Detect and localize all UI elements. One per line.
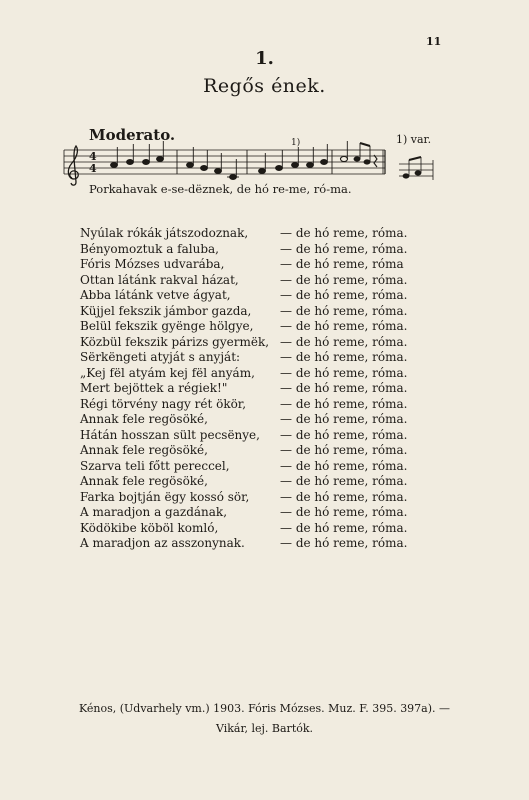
verse-text: Annak fele regösöké, (80, 443, 208, 457)
tempo-marking: Moderato. (89, 126, 176, 144)
verse-text: Annak fele regösöké, (80, 474, 208, 488)
verse-refrain: — de hó reme, róma. (280, 489, 408, 504)
verse-text: Belül fekszik gyënge hölgye, (80, 319, 254, 333)
song-title: Regős ének. (203, 75, 326, 97)
verse-text: Abba látánk vetve ágyat, (80, 288, 231, 302)
verse-list (80, 226, 407, 552)
variant-label: 1) var. (396, 133, 432, 146)
page-number: 11 (426, 35, 442, 48)
source-citation: Kénos, (Udvarhely vm.) 1903. Fóris Mózses. Muz. F. 395. 397a). — (78, 702, 451, 715)
verse-text: Mert bejöttek a régiek!" (80, 381, 228, 395)
verse-line (80, 226, 407, 242)
verse-line (80, 474, 407, 490)
verse-text: Farka bojtján ëgy kossó sör, (80, 489, 250, 504)
verse-line (80, 319, 407, 335)
verse-refrain: — de hó reme, róma. (280, 536, 408, 550)
verse-refrain: — de hó reme, róma. (280, 505, 408, 519)
verse-text: Szarva teli főtt pereccel, (80, 458, 230, 473)
verse-refrain: — de hó reme, róma. (280, 288, 408, 302)
song-number: 1. (255, 48, 274, 69)
verse-line (80, 428, 407, 444)
verse-line (80, 505, 407, 521)
verse-line (80, 288, 407, 304)
verse-line (80, 335, 407, 351)
verse-line (80, 257, 407, 273)
verse-text: Fóris Mózses udvarába, (80, 257, 225, 271)
verse-line (80, 273, 407, 289)
verse-text: A maradjon az asszonynak. (80, 536, 245, 550)
verse-refrain: — de hó reme, róma. (280, 427, 408, 442)
verse-refrain: — de hó reme, róma. (280, 396, 408, 411)
verse-text: Sërkëngeti atyját s anyját: (80, 350, 241, 364)
verse-refrain: — de hó reme, róma. (280, 520, 408, 535)
verse-refrain: — de hó reme, róma. (280, 319, 408, 333)
verse-line (80, 242, 407, 258)
verse-refrain: — de hó reme, róma. (280, 350, 408, 364)
verse-refrain: — de hó reme, róma. (280, 241, 408, 256)
verse-refrain: — de hó reme, róma. (280, 365, 408, 380)
verse-text: „Kej fël atyám kej fël anyám, (80, 365, 255, 380)
svg-text:4: 4 (89, 150, 97, 163)
verse-refrain: — de hó reme, róma. (280, 272, 408, 287)
verse-text: Bényomoztuk a faluba, (80, 241, 219, 256)
verse-text: Annak fele regösöké, (80, 412, 208, 426)
verse-line (80, 350, 407, 366)
collector-credit: Vikár, lej. Bartók. (215, 722, 314, 735)
verse-refrain: — de hó reme, róma (280, 257, 404, 271)
staff-lines (64, 150, 385, 174)
svg-text:4: 4 (89, 162, 97, 175)
verse-text: A maradjon a gazdának, (80, 505, 228, 519)
verse-refrain: — de hó reme, róma. (280, 412, 408, 426)
verse-line (80, 521, 407, 537)
verse-line (80, 536, 407, 552)
verse-refrain: — de hó reme, róma. (280, 443, 408, 457)
verse-line (80, 459, 407, 475)
verse-refrain: — de hó reme, róma. (280, 381, 408, 395)
verse-line (80, 304, 407, 320)
variant-staff (399, 157, 433, 180)
footnote-mark: 1) (291, 138, 301, 148)
verse-refrain: — de hó reme, róma. (280, 474, 408, 488)
verse-line (80, 397, 407, 413)
verse-refrain: — de hó reme, róma. (280, 303, 408, 318)
verse-line (80, 412, 407, 428)
treble-clef-icon (68, 146, 78, 185)
verse-line (80, 381, 407, 397)
verse-text: Ottan látánk rakval házat, (80, 272, 239, 287)
verse-line (80, 366, 407, 382)
verse-line (80, 443, 407, 459)
music-staff (0, 0, 529, 200)
verse-text: Nyúlak rókák játszodoznak, (80, 226, 249, 240)
verse-text: Küjjel fekszik jámbor gazda, (80, 303, 252, 318)
verse-text: Régi törvény nagy rét ökör, (80, 396, 247, 411)
verse-refrain: — de hó reme, róma. (280, 226, 408, 240)
time-signature (89, 150, 97, 175)
verse-line (80, 490, 407, 506)
verse-refrain: — de hó reme, róma. (280, 458, 408, 473)
verse-text: Közbül fekszik párizs gyermëk, (80, 334, 270, 349)
verse-text: Hátán hosszan sült pecsënye, (80, 427, 260, 442)
verse-refrain: — de hó reme, róma. (280, 334, 408, 349)
verse-text: Ködökibe köböl komló, (80, 520, 219, 535)
music-underlay-lyrics: Porkahavak e-se-dëznek, de hó re-me, ró-ma. (89, 182, 352, 196)
